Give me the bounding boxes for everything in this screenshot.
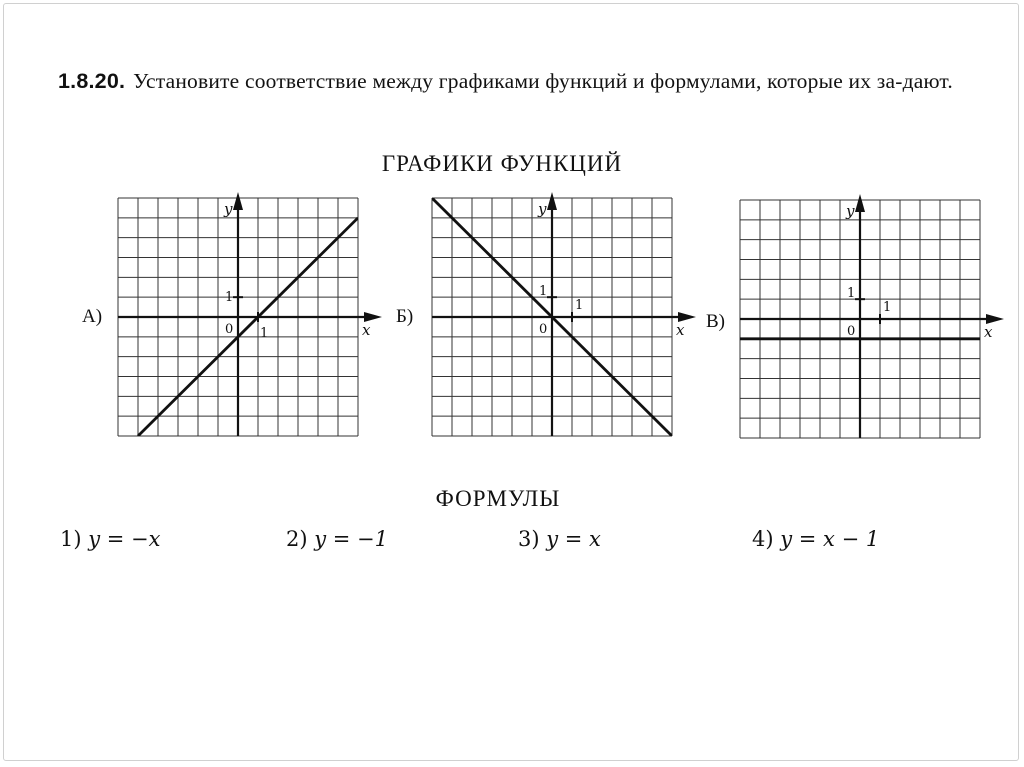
problem-number: 1.8.20.: [58, 69, 126, 93]
x-axis-label: x: [676, 321, 685, 339]
plot-b-label: Б): [396, 306, 414, 327]
formula-4: [752, 527, 879, 551]
formulas-heading: [0, 486, 1024, 512]
formula-1: [60, 527, 161, 551]
x-tick-label: 1: [575, 298, 584, 314]
formula-2-index: 2): [286, 527, 308, 551]
x-axis-label: x: [984, 323, 993, 341]
formula-4-expr: y = x − 1: [780, 527, 880, 551]
formulas-heading-text: ФОРМУЛЫ: [435, 486, 561, 511]
plot-svg: [118, 198, 388, 440]
y-axis-label: y: [846, 202, 855, 220]
plot-svg: [740, 200, 1010, 442]
y-axis-label: y: [224, 200, 233, 218]
formula-2-expr: y = −1: [314, 527, 389, 551]
x-axis-label: x: [362, 321, 371, 339]
y-axis-label: y: [538, 200, 547, 218]
origin-label: 0: [539, 322, 548, 337]
plot-v: [740, 200, 1010, 442]
origin-label: 0: [847, 324, 856, 339]
graphs-heading: [0, 151, 1024, 177]
problem-statement: [58, 68, 988, 94]
x-tick-label: 1: [260, 326, 269, 341]
function-line: [138, 218, 358, 436]
formula-3: [518, 527, 601, 551]
problem-text: Установите соответствие между графиками функций и формулами, которые их за-дают.: [133, 69, 953, 93]
origin-label: 0: [225, 322, 234, 337]
formula-1-expr: y = −x: [88, 527, 161, 551]
plot-svg: [432, 198, 702, 440]
y-tick-label: 1: [539, 284, 548, 300]
formula-1-index: 1): [60, 527, 82, 551]
formula-4-index: 4): [752, 527, 774, 551]
x-tick-label: 1: [883, 300, 892, 316]
formula-3-index: 3): [518, 527, 540, 551]
formula-3-expr: y = x: [546, 527, 601, 551]
plot-b: [432, 198, 702, 440]
plot-v-label: В): [706, 311, 725, 332]
plot-a-label: А): [82, 306, 103, 327]
formula-2: [286, 527, 388, 551]
graphs-heading-text: ГРАФИКИ ФУНКЦИЙ: [381, 151, 623, 176]
y-tick-label: 1: [225, 290, 234, 306]
y-tick-label: 1: [847, 286, 856, 302]
plot-a: [118, 198, 388, 440]
